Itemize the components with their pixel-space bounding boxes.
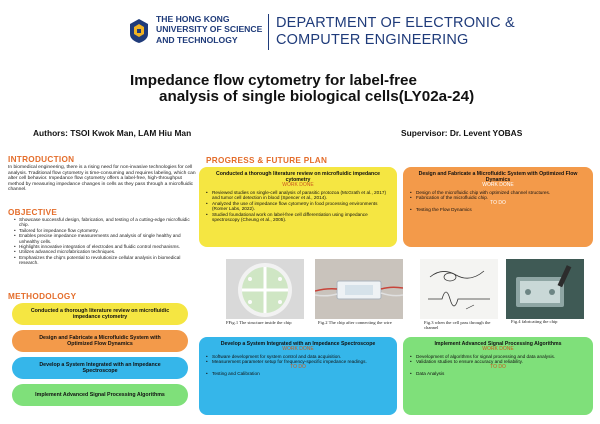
figure-4-image	[506, 259, 584, 319]
department-line-2: COMPUTER ENGINEERING	[276, 32, 469, 48]
progress-box-items	[205, 354, 391, 365]
authors: Authors: TSOI Kwok Man, LAM Hiu Man	[33, 128, 192, 138]
status-work-done: WORK DONE	[282, 182, 314, 188]
status-to-do: TO DO	[490, 363, 506, 370]
progress-item: • Reviewed studies on single-cell analysis of parasitic protozoa (McGrath et al., 2017) and tumor cell detection in blood (Spencer et al., 2014).	[205, 190, 391, 201]
title-line-1: Impedance flow cytometry for label-free	[130, 72, 417, 89]
progress-box-todo-items	[409, 207, 587, 213]
progress-item: • Testing the Flow Dynamics	[409, 207, 587, 213]
progress-box-signal-processing	[403, 337, 593, 415]
figure-1-caption: FFig.1 The structure inside the chip	[226, 320, 292, 325]
progress-item: • Fabrication of the microfluidic chip.	[409, 195, 587, 201]
university-name	[156, 14, 264, 45]
department-line-1: DEPARTMENT OF ELECTRONIC &	[276, 15, 515, 31]
department-name	[276, 15, 515, 49]
progress-box-title: Conducted a thorough literature review on microfluidic impedance cytometry	[215, 171, 380, 183]
figure-4-caption: Fig.4 fabricating the chip	[511, 319, 558, 324]
poster-title	[130, 73, 490, 105]
figure-2-caption: Fig.2 The chip after connecting the wire	[318, 320, 392, 325]
progress-box-items	[205, 190, 391, 223]
methodology-step-impedance-spectroscope: Develop a System Integrated with an Impedance Spectroscope	[12, 357, 188, 379]
progress-box-todo-items	[409, 371, 587, 377]
progress-item: • Analyzed the use of impedance flow cytometry in food processing environments (Romer Labs, 2022).	[205, 201, 391, 212]
status-to-do: TO DO	[490, 199, 506, 206]
progress-item: • Measurement parameter setup for frequency-specific impedance readings.	[205, 359, 391, 365]
objective-item: • Enables precise impedance measurements and analysis of single healthy and unhealthy cells.	[14, 233, 200, 244]
figure-3-caption: Fig.3 when the cell pass through the channel	[424, 320, 491, 331]
progress-box-items	[409, 190, 587, 201]
introduction-text: In biomedical engineering, there is a rising need for non-invasive technologies for cell analysis. Traditional flow cytometry is time-consuming and requires labeling, which can alter cell behavior. Impedance flow cytometry offers a label-free, high-throughput method by measuring impedance changes in cells as they pass through a microfluidic channel.	[8, 165, 196, 193]
university-line-2: UNIVERSITY OF SCIENCE	[156, 24, 263, 35]
status-work-done: WORK DONE	[282, 346, 314, 352]
progress-box-items	[409, 354, 587, 365]
progress-box-title: Develop a System Integrated with an Impedance Spectroscope	[220, 341, 376, 347]
status-work-done: WORK DONE	[482, 182, 514, 188]
progress-item: • Software development for system control and data acquisition.	[205, 354, 391, 360]
supervisor: Supervisor: Dr. Levent YOBAS	[401, 128, 523, 138]
progress-item: • Studied foundational work on label-free cell differentiation using impedance spectroscopy (Cheung et al., 2005).	[205, 212, 391, 223]
progress-box-title: Design and Fabricate a Microfluidic System with Optimized Flow Dynamics	[418, 171, 578, 183]
methodology-step-signal-processing: Implement Advanced Signal Processing Algorithms	[12, 384, 188, 406]
university-line-1: THE HONG KONG	[156, 14, 230, 24]
header-divider	[268, 14, 269, 50]
status-work-done: WORK DONE	[482, 346, 514, 352]
progress-box-impedance-spectroscope	[199, 337, 397, 415]
progress-item: • Design of the microfluidic chip with optimized channel structures.	[409, 190, 587, 196]
progress-box-literature-review	[199, 167, 397, 247]
progress-box-todo-items	[205, 371, 391, 377]
objective-list	[8, 217, 200, 266]
university-line-3: AND TECHNOLOGY	[156, 34, 238, 45]
figure-1-image	[226, 259, 304, 319]
progress-item: • Testing and Calibration	[205, 371, 391, 377]
progress-box-title: Implement Advanced Signal Processing Algorithms	[434, 341, 562, 347]
university-logo	[128, 18, 150, 44]
progress-item: • Data Analysis	[409, 371, 587, 377]
figure-2-image	[315, 259, 403, 319]
introduction-heading: INTRODUCTION	[8, 155, 75, 164]
progress-item: • Validation studies to ensure accuracy and reliability.	[409, 359, 587, 365]
methodology-heading: METHODOLOGY	[8, 292, 77, 301]
objective-item: • Highlights innovative integration of electrodes and fluidic control mechanisms.	[14, 244, 200, 249]
objective-heading: OBJECTIVE	[8, 208, 58, 217]
objective-item: • Showcase successful design, fabrication, and testing of a cutting-edge microfluidic chip.	[14, 217, 200, 228]
progress-box-fabricate-system	[403, 167, 593, 247]
objective-item: • Tailored for impedance flow cytometry.	[14, 228, 200, 233]
objective-item: • Utilizes advanced microfabrication techniques.	[14, 249, 200, 254]
figure-3-image	[420, 259, 498, 319]
status-to-do: TO DO	[290, 363, 306, 370]
title-line-2: analysis of single biological cells(LY02a-24)	[159, 88, 475, 105]
objective-item: • Emphasizes the chip's potential to revolutionize cellular analysis in biomedical research.	[14, 255, 200, 266]
methodology-step-fabricate-system: Design and Fabricate a Microfluidic System with Optimized Flow Dynamics	[12, 330, 188, 352]
methodology-step-literature-review: Conducted a thorough literature review on microfluidic impedance cytometry	[12, 303, 188, 325]
progress-heading: PROGRESS & FUTURE PLAN	[206, 156, 328, 165]
progress-item: • Development of algorithms for signal processing and data analysis.	[409, 354, 587, 360]
